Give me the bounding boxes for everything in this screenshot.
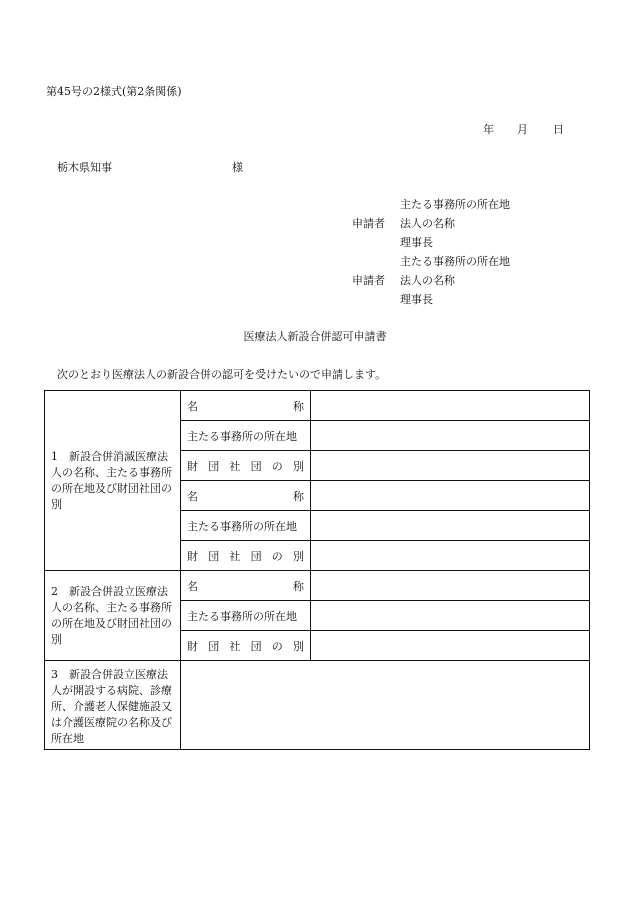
applicant-label: 申請者 [352,217,385,230]
section1-office-1-value[interactable] [311,421,590,451]
applicant-office-address: 主たる事務所の所在地 [400,198,510,211]
name-label: 名 称 [181,571,311,601]
section1-type-1-value[interactable] [311,451,590,481]
date-line [483,123,564,137]
table-row [45,661,590,750]
office-address-label: 主たる事務所の所在地 [181,421,311,451]
corp-type-label: 財 団 社 団 の 別 [181,541,311,571]
section3-value[interactable] [181,661,590,750]
office-address-label: 主たる事務所の所在地 [181,511,311,541]
section1-name-1-value[interactable] [311,391,590,421]
section2-office-value[interactable] [311,601,590,631]
applicant-director: 理事長 [400,293,433,306]
applicant-director: 理事長 [400,236,433,249]
office-address-label: 主たる事務所の所在地 [181,601,311,631]
table-row [45,571,590,601]
section1-label: 1 新設合併消滅医療法人の名称、主たる事務所の所在地及び財団社団の別 [45,391,181,571]
section2-label: 2 新設合併設立医療法人の名称、主たる事務所の所在地及び財団社団の別 [45,571,181,661]
applicant-office-address: 主たる事務所の所在地 [400,255,510,268]
document-title: 医療法人新設合併認可申請書 [243,330,387,343]
name-label: 名 称 [181,481,311,511]
applicant-corp-name: 法人の名称 [400,274,455,287]
application-table [44,390,590,750]
applicant-corp-name: 法人の名称 [400,217,455,230]
date-day: 日 [553,123,564,136]
section1-type-2-value[interactable] [311,541,590,571]
section3-label: 3 新設合併設立医療法人が開設する病院、診療所、介護老人保健施設又は介護医療院の名称及び所在地 [45,661,181,750]
corp-type-label: 財 団 社 団 の 別 [181,631,311,661]
addressee: 栃木県知事 [57,161,112,174]
section2-name-value[interactable] [311,571,590,601]
addressee-honorific: 様 [232,161,243,174]
section1-name-2-value[interactable] [311,481,590,511]
section1-office-2-value[interactable] [311,511,590,541]
date-year: 年 [483,123,494,136]
section2-type-value[interactable] [311,631,590,661]
form-number: 第45号の2様式(第2条関係) [46,85,182,98]
table-row [45,391,590,421]
name-label: 名 称 [181,391,311,421]
corp-type-label: 財 団 社 団 の 別 [181,451,311,481]
intro-text: 次のとおり医療法人の新設合併の認可を受けたいので申請します。 [57,368,387,381]
date-month: 月 [517,123,528,136]
addressee-row [57,161,243,175]
applicant-label: 申請者 [352,274,385,287]
